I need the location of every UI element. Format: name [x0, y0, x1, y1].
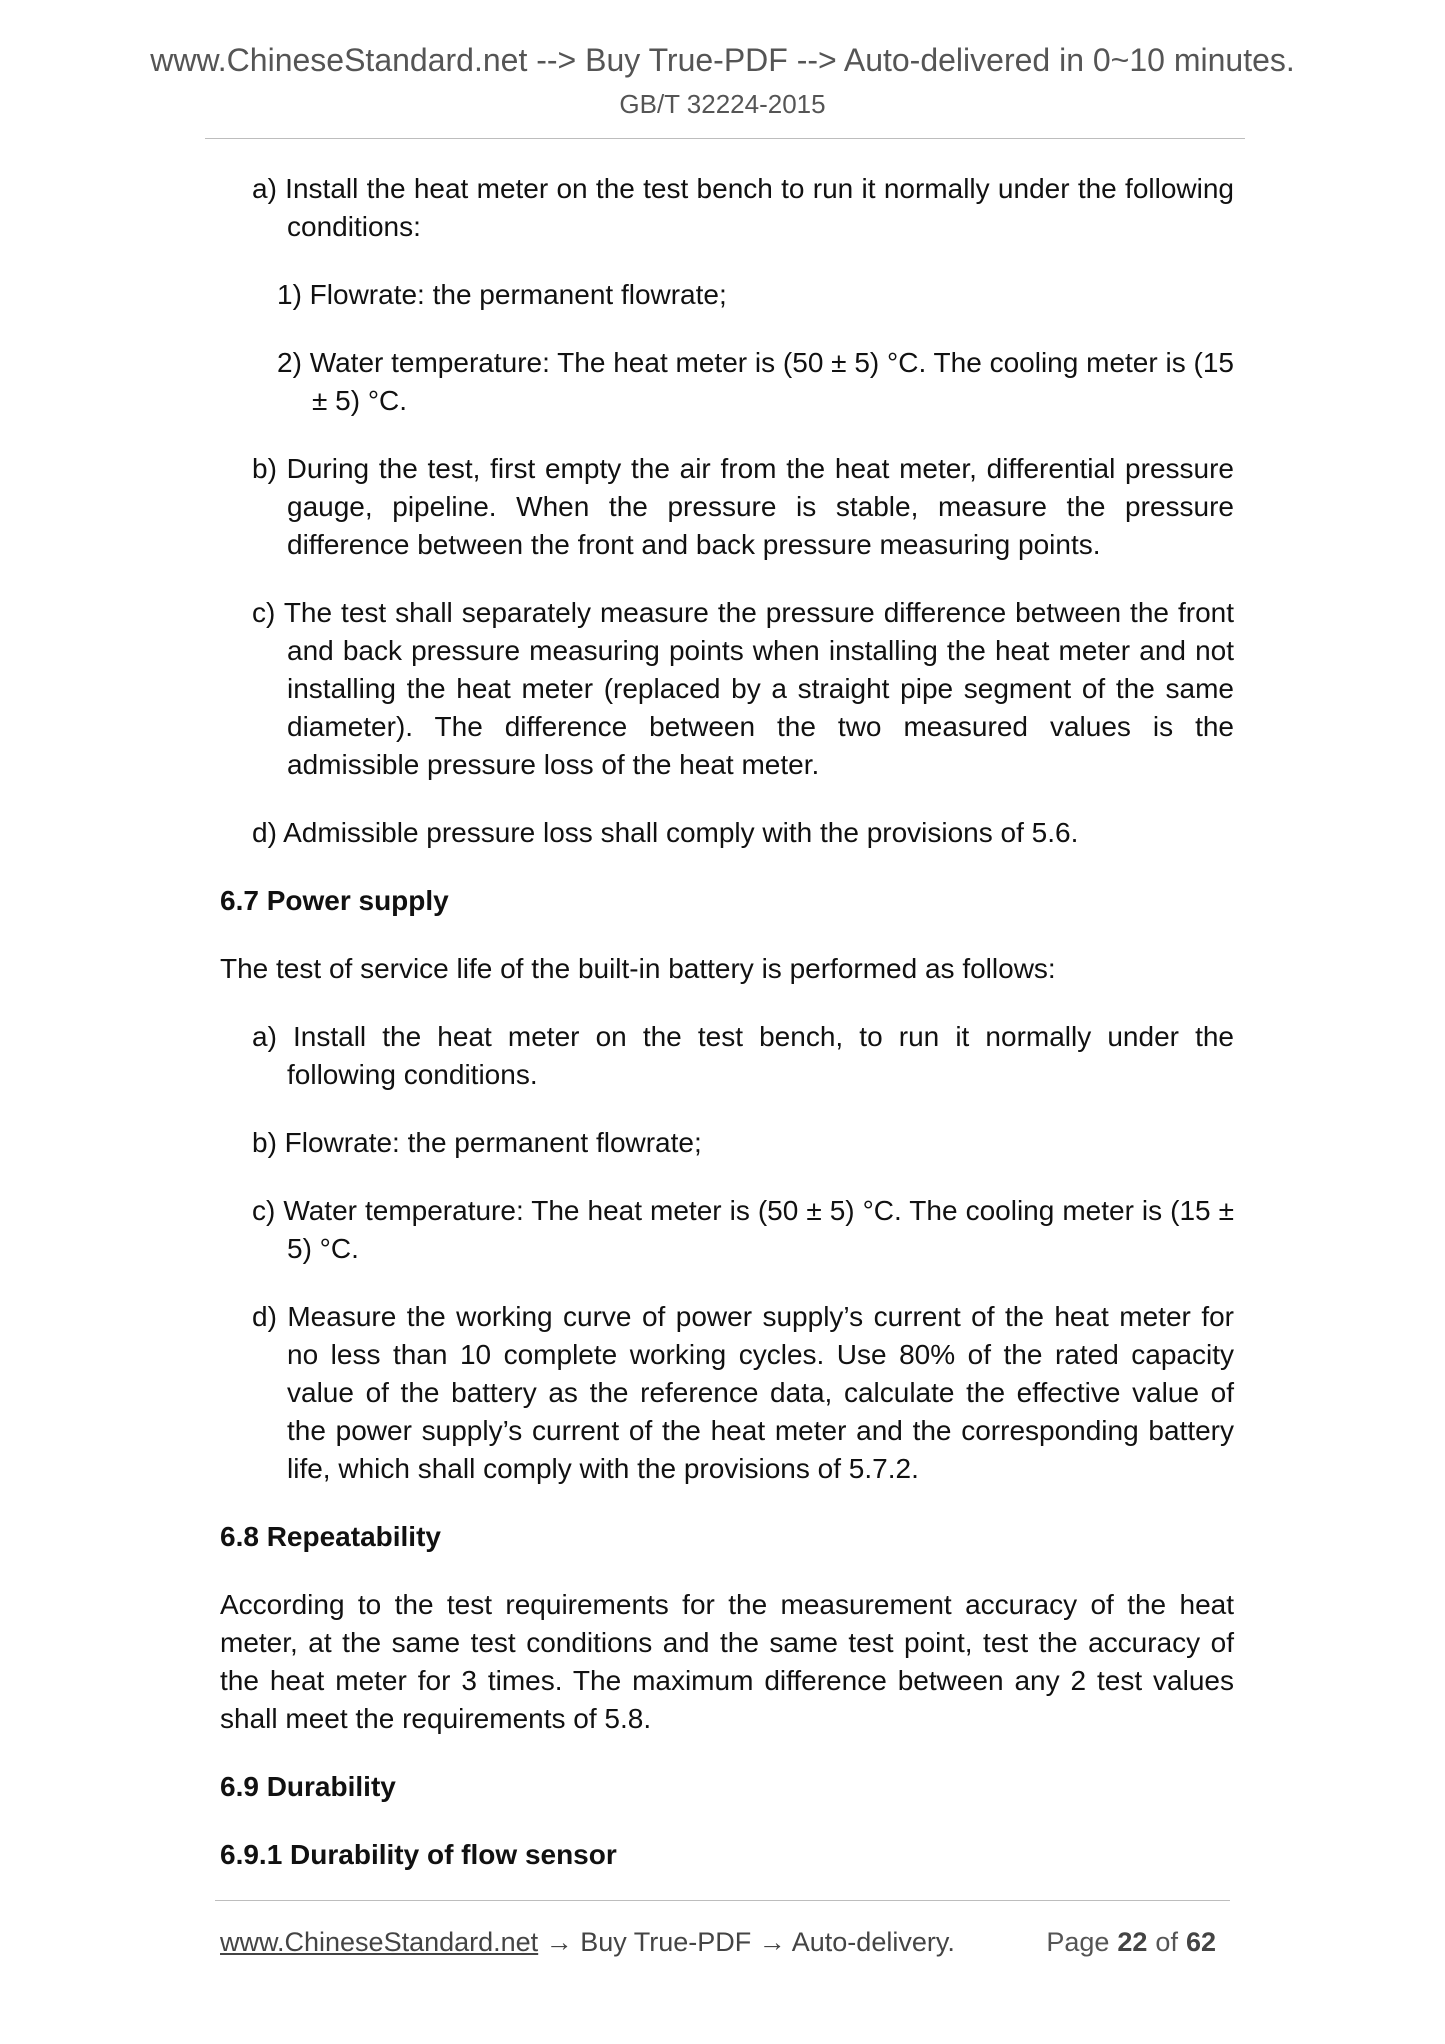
page-content [220, 170, 1234, 1904]
list-subitem-1: 1) Flowrate: the permanent flowrate; [277, 279, 727, 310]
footer-promo [220, 1922, 955, 1962]
section-heading-6-8: 6.8 Repeatability [220, 1521, 441, 1552]
list-item-a: a) Install the heat meter on the test bench to run it normally under the following conditions: [252, 173, 1234, 242]
footer-buy-text: Buy True-PDF [580, 1927, 752, 1957]
section-heading-6-7: 6.7 Power supply [220, 885, 449, 916]
page-number [1046, 1922, 1224, 1962]
section-heading-6-9-1: 6.9.1 Durability of flow sensor [220, 1839, 617, 1870]
header-banner: www.ChineseStandard.net --> Buy True-PDF --> Auto-delivered in 0~10 minutes. [150, 42, 1295, 78]
section-6-7-item-d: d) Measure the working curve of power supply’s current of the heat meter for no less than 10 complete working cycles. Use 80% of the rated capacity value of the battery as the reference data, calculate the effective value of the power supply’s current of the heat meter and the corresponding battery life, which shall comply with the provisions of 5.7.2. [252, 1301, 1234, 1484]
page-total: 62 [1185, 1927, 1216, 1957]
of-label: of [1155, 1927, 1178, 1957]
section-6-8-text: According to the test requirements for the measurement accuracy of the heat meter, at the same test conditions and the same test point, test the accuracy of the heat meter for 3 times. The maximum difference between any 2 test values shall meet the requirements of 5.8. [220, 1589, 1234, 1734]
list-item-c: c) The test shall separately measure the pressure difference between the front and back pressure measuring points when installing the heat meter and not installing the heat meter (replaced by a straight pipe segment of the same diameter). The difference between the two measured values is the admissible pressure loss of the heat meter. [252, 597, 1234, 780]
section-6-7-intro: The test of service life of the built-in battery is performed as follows: [220, 953, 1056, 984]
standard-number: GB/T 32224-2015 [619, 89, 826, 119]
footer-delivery-text: Auto-delivery. [791, 1927, 955, 1957]
footer-arrow-icon: → [751, 1927, 792, 1957]
footer-divider [215, 1900, 1230, 1901]
header-divider [205, 138, 1245, 139]
section-6-7-item-a: a) Install the heat meter on the test bench, to run it normally under the following conditions. [252, 1021, 1234, 1090]
list-item-b: b) During the test, first empty the air from the heat meter, differential pressure gauge, pipeline. When the pressure is stable, measure the pressure difference between the front and back pressure measuring points. [252, 453, 1234, 560]
page-label: Page [1046, 1927, 1110, 1957]
section-6-7-item-b: b) Flowrate: the permanent flowrate; [252, 1127, 702, 1158]
list-item-d: d) Admissible pressure loss shall comply with the provisions of 5.6. [252, 817, 1079, 848]
footer-site-link[interactable]: www.ChineseStandard.net [220, 1927, 539, 1957]
page-current: 22 [1117, 1927, 1148, 1957]
list-subitem-2: 2) Water temperature: The heat meter is (50 ± 5) °C. The cooling meter is (15 ± 5) °C. [277, 347, 1234, 416]
section-6-7-item-c: c) Water temperature: The heat meter is (50 ± 5) °C. The cooling meter is (15 ± 5) °C. [252, 1195, 1234, 1264]
section-heading-6-9: 6.9 Durability [220, 1771, 396, 1802]
page-footer [220, 1922, 1230, 1962]
footer-arrow-icon: → [538, 1927, 581, 1957]
